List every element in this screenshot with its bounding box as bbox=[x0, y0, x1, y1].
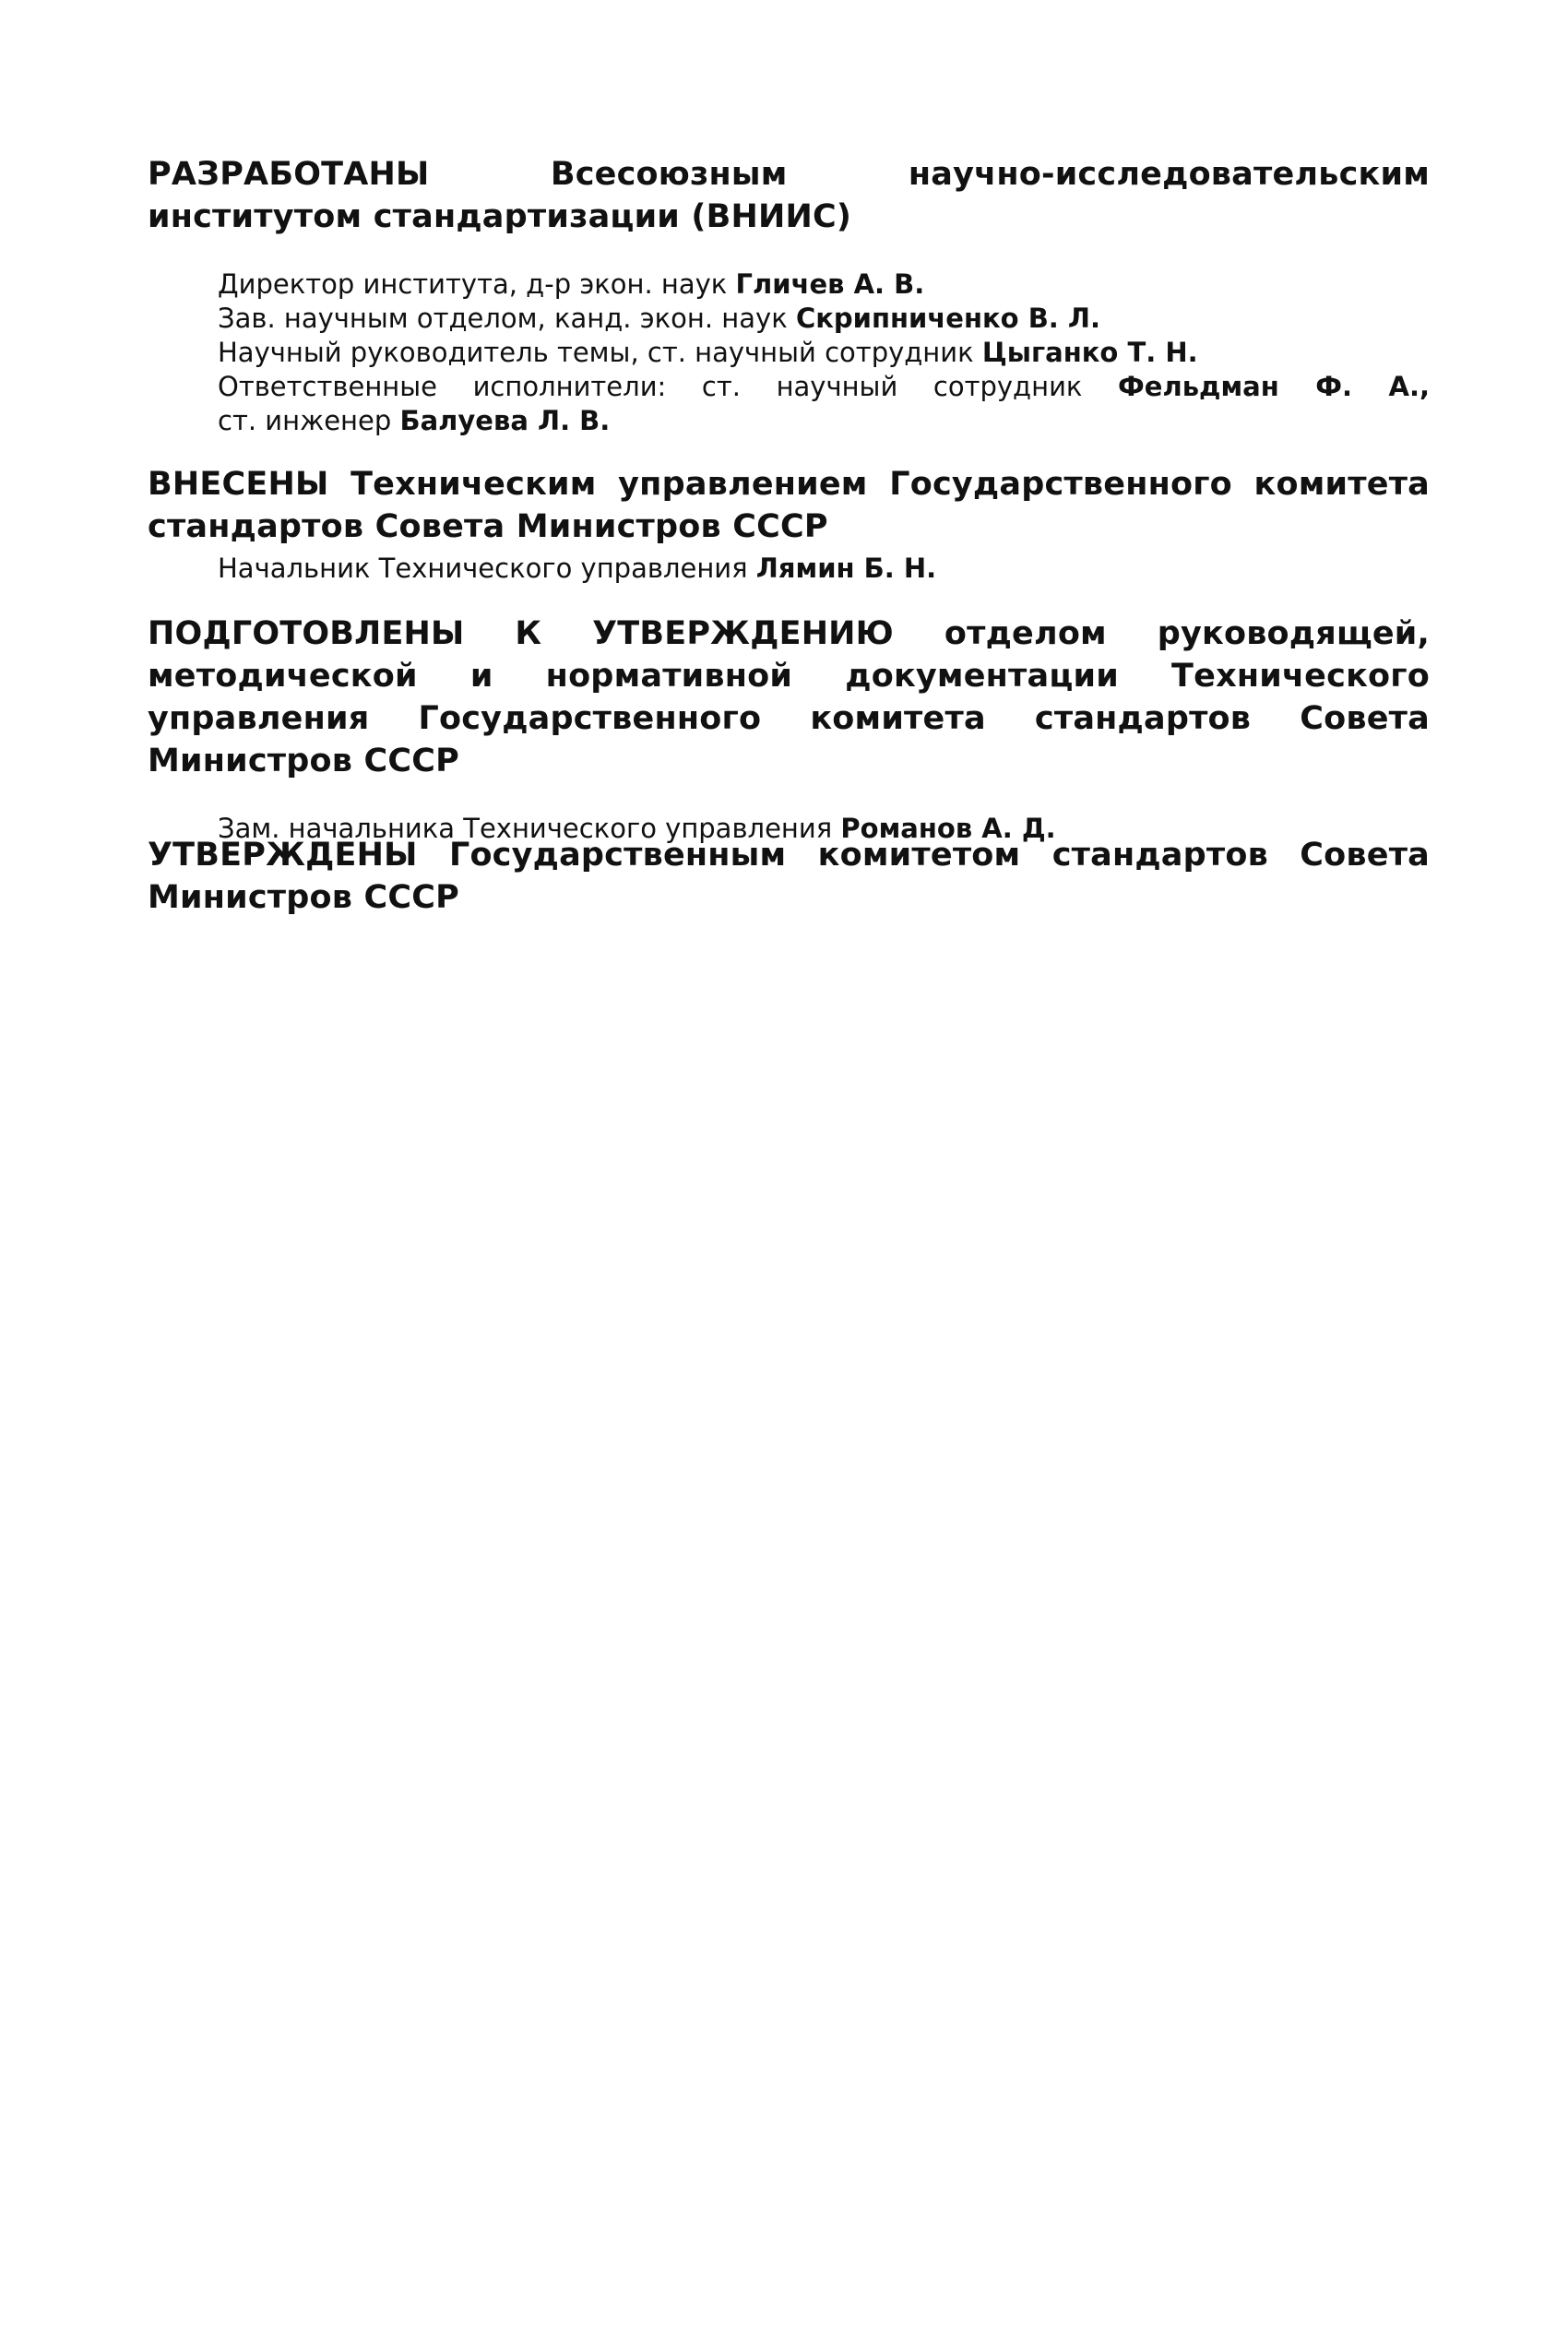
developer-entry bbox=[218, 404, 1430, 438]
developer-name: Фельдман Ф. А., bbox=[1118, 371, 1431, 402]
submitted-person-name: Лямин Б. Н. bbox=[755, 553, 937, 584]
developers-list bbox=[148, 268, 1430, 438]
section-submitted-text: Техническим управлением Государственного комитета стандартов Совета Министров СССР bbox=[148, 466, 1431, 545]
section-approved-heading bbox=[148, 834, 1430, 919]
section-prepared-heading bbox=[148, 612, 1430, 782]
developer-role: Научный руководитель темы, ст. научный сотрудник bbox=[218, 337, 974, 368]
section-approved-text: Государственным комитетом стандартов Совета Министров СССР bbox=[148, 837, 1430, 916]
submitted-person bbox=[148, 552, 1430, 586]
section-submitted-key: ВНЕСЕНЫ bbox=[148, 466, 329, 503]
section-submitted bbox=[148, 463, 1430, 586]
developer-role: Зав. научным отделом, канд. экон. наук bbox=[218, 303, 788, 334]
developer-role: Директор института, д-р экон. наук bbox=[218, 268, 728, 300]
prepared-person-role: Зам. начальника Технического управления bbox=[218, 813, 833, 844]
developer-name: Цыганко Т. Н. bbox=[981, 337, 1198, 368]
section-developed bbox=[148, 153, 1430, 438]
submitted-person-role: Начальник Технического управления bbox=[218, 553, 748, 584]
developer-role: ст. инженер bbox=[218, 405, 392, 436]
developer-name: Гличев А. В. bbox=[735, 268, 925, 300]
developer-role: Ответственные исполнители: ст. научный сотрудник bbox=[218, 371, 1083, 402]
developer-entry bbox=[218, 268, 1430, 302]
section-developed-heading bbox=[148, 153, 1430, 238]
section-approved bbox=[148, 834, 1430, 919]
section-developed-key: РАЗРАБОТАНЫ bbox=[148, 156, 430, 193]
developer-entry bbox=[218, 370, 1430, 404]
prepared-person-name: Романов А. Д. bbox=[840, 813, 1056, 844]
section-approved-key: УТВЕРЖДЕНЫ bbox=[148, 837, 418, 874]
developer-entry bbox=[218, 302, 1430, 336]
developer-entry bbox=[218, 336, 1430, 370]
developer-name: Скрипниченко В. Л. bbox=[795, 303, 1101, 334]
section-submitted-heading bbox=[148, 463, 1430, 548]
section-developed-text: Всесоюзным научно-исследовательским институтом стандартизации (ВНИИС) bbox=[148, 156, 1430, 235]
section-prepared-text: отделом руководящей, методической и нормативной документации Технического управления Государственного комитета стандартов Совета Министров СССР bbox=[148, 615, 1430, 779]
section-prepared-key: ПОДГОТОВЛЕНЫ К УТВЕРЖДЕНИЮ bbox=[148, 615, 894, 652]
developer-name: Балуева Л. В. bbox=[399, 405, 611, 436]
section-prepared bbox=[148, 612, 1430, 846]
